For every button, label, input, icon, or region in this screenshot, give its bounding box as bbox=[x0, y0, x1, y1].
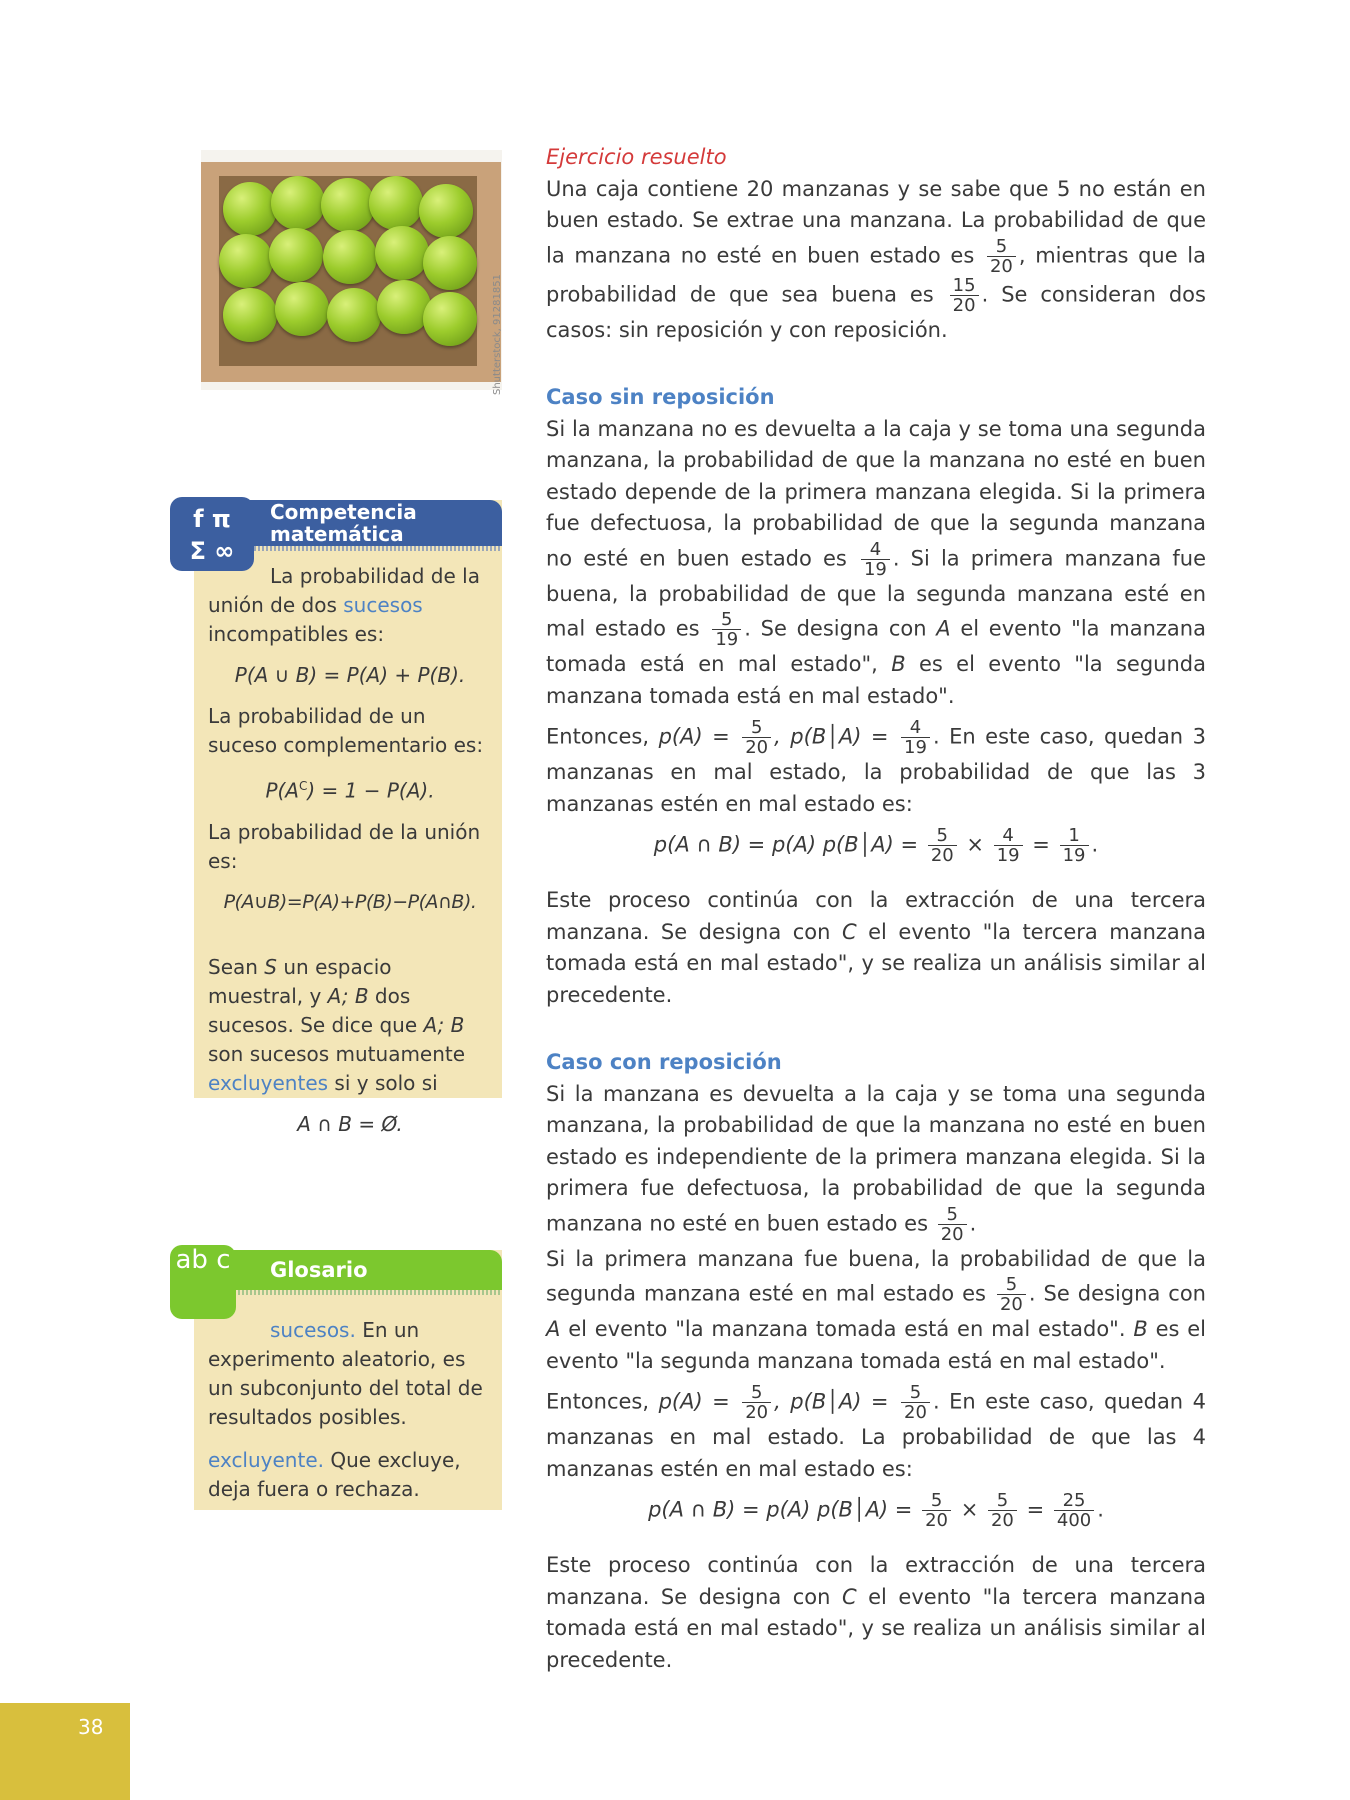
glossary-entry-sucesos: sucesos. En un experimento aleatorio, es un subconjunto del total de resultados posibles. bbox=[208, 1318, 483, 1429]
photo-credit: Shutterstock, 91281851 bbox=[492, 274, 503, 395]
competencia-box bbox=[194, 500, 502, 1136]
case2-paragraph: Si la manzana es devuelta a la caja y se toma una segunda manzana, la probabilidad de que la manzana no esté en buen estado es independiente de la primera manzana elegida. Si la primera fue defectuosa, la probabilidad de que la segunda manzana no esté en buen estado es $\frac{5}{20}$ . bbox=[546, 1081, 1206, 1245]
excluyentes-term: excluyentes bbox=[208, 1070, 329, 1095]
main-column bbox=[546, 142, 1206, 1676]
fraction: $\frac{5}{20}$ bbox=[938, 1205, 967, 1244]
fraction: $\frac{5}{20}$ bbox=[988, 1491, 1017, 1530]
glosario-box bbox=[194, 1250, 502, 1510]
union-general-text: La probabilidad de la unión es: bbox=[208, 819, 481, 873]
fraction: $\frac{5}{20}$ bbox=[922, 1491, 951, 1530]
case1-closing: Este proceso continúa con la extracción de una tercera manzana. Se designa con C el evento "la tercera manzana tomada está en mal estado", y se realiza un análisis similar al precedente. bbox=[546, 888, 1206, 1007]
fraction: $\frac{5}{20}$ bbox=[987, 237, 1016, 276]
case2-closing: Este proceso continúa con la extracción de una tercera manzana. Se designa con C el evento "la tercera manzana tomada está en mal estado", y se realiza un análisis similar al precedente. bbox=[546, 1553, 1206, 1672]
formula-union-general: P(A∪B)=P(A)+P(B)−P(A∩B). bbox=[223, 890, 477, 913]
fraction: $\frac{5}{20}$ bbox=[997, 1275, 1026, 1314]
case-with-replacement-heading: Caso con reposición bbox=[546, 1050, 782, 1074]
fraction: $\frac{15}{20}$ bbox=[950, 276, 979, 315]
case2-equation: p(A ∩ B) = p(A) p(B│A) = $\frac{5}{20}$ × $\frac{5}{20}$ = $\frac{25}{400}$ . bbox=[648, 1490, 1104, 1531]
case-without-replacement-heading: Caso sin reposición bbox=[546, 385, 775, 409]
apple bbox=[419, 184, 473, 238]
fraction: $\frac{5}{20}$ bbox=[742, 718, 771, 757]
page-number: 38 bbox=[78, 1715, 104, 1739]
fraction: $\frac{5}{20}$ bbox=[928, 826, 957, 865]
apple bbox=[375, 226, 429, 280]
fraction: $\frac{1}{19}$ bbox=[1060, 826, 1089, 865]
exercise-heading: Ejercicio resuelto bbox=[546, 145, 727, 169]
page-number-tab bbox=[0, 1703, 130, 1800]
fraction: $\frac{4}{19}$ bbox=[901, 718, 930, 757]
glosario-title: Glosario bbox=[270, 1258, 368, 1282]
glossary-icon: ab c bbox=[170, 1245, 236, 1319]
case2-then: Entonces, p(A) = $\frac{5}{20}$ , p(B│A) = $\frac{5}{20}$ . En este caso, quedan 4 manzanas en mal estado. La probabilidad de que las 4 manzanas estén en mal estado es: bbox=[546, 1382, 1206, 1481]
formula-complement: $P(A^C) = 1 - P(A)$. bbox=[265, 778, 435, 803]
apple bbox=[423, 292, 477, 346]
formula-exclusive: A ∩ B = Ø. bbox=[297, 1111, 403, 1136]
apple bbox=[323, 230, 377, 284]
apple bbox=[423, 236, 477, 290]
fraction: $\frac{4}{19}$ bbox=[994, 826, 1023, 865]
fraction: $\frac{4}{19}$ bbox=[861, 540, 890, 579]
apple bbox=[377, 280, 431, 334]
apple bbox=[271, 176, 325, 230]
exercise-intro: Una caja contiene 20 manzanas y se sabe que 5 no están en buen estado. Se extrae una manzana. La probabilidad de que la manzana no esté en buen estado es $\frac{5}{20}$ , mientras que la probabilidad de que sea buena es $\frac{15}{20}$ . Se consideran dos casos: sin reposición y con reposición. bbox=[546, 176, 1206, 342]
glosario-body bbox=[208, 1316, 492, 1518]
fraction: $\frac{5}{20}$ bbox=[901, 1383, 930, 1422]
exclusive-text: Sean S un espacio muestral, y A; B dos sucesos. Se dice que A; B son sucesos mutuamente excluyentes si y solo si bbox=[208, 954, 466, 1095]
case1-equation: p(A ∩ B) = p(A) p(B│A) = $\frac{5}{20}$ × $\frac{4}{19}$ = $\frac{1}{19}$ . bbox=[653, 825, 1099, 866]
glossary-entry-excluyente: excluyente. Que excluye, deja fuera o rechaza. bbox=[208, 1448, 461, 1501]
apple bbox=[321, 178, 375, 232]
formula-union-incompatible: P(A ∪ B) = P(A) + P(B). bbox=[234, 663, 466, 687]
complement-text: La probabilidad de un suceso complementario es: bbox=[208, 704, 484, 757]
fraction: $\frac{5}{20}$ bbox=[742, 1383, 771, 1422]
apple bbox=[369, 176, 423, 230]
header-stripe bbox=[194, 1290, 502, 1295]
apples-photo bbox=[201, 150, 502, 390]
apple bbox=[219, 234, 273, 288]
competencia-body bbox=[208, 562, 492, 1151]
box-interior bbox=[219, 176, 477, 366]
case2-paragraph-2: Si la primera manzana fue buena, la probabilidad de que la segunda manzana esté en mal estado es $\frac{5}{20}$ . Se designa con A el evento "la manzana tomada está en mal estado". B es el evento "la segunda manzana tomada está en mal estado". bbox=[546, 1246, 1206, 1373]
union-text: La probabilidad de la unión de dos sucesos incompatibles es: bbox=[208, 564, 480, 646]
case1-then: Entonces, p(A) = $\frac{5}{20}$ , p(B│A) = $\frac{4}{19}$ . En este caso, quedan 3 manzanas en mal estado, la probabilidad de que las 3 manzanas estén en mal estado es: bbox=[546, 717, 1206, 816]
apple bbox=[223, 288, 277, 342]
apple bbox=[269, 228, 323, 282]
math-competency-icon: f π Σ ∞ bbox=[170, 497, 254, 571]
sucesos-term: sucesos bbox=[343, 593, 423, 617]
apple bbox=[275, 282, 329, 336]
competencia-title: Competencia matemática bbox=[270, 500, 417, 546]
case1-paragraph: Si la manzana no es devuelta a la caja y se toma una segunda manzana, la probabilidad de que la manzana no esté en buen estado depende de la primera manzana elegida. Si la primera fue defectuosa, la probabilidad de que la segunda manzana no esté en buen estado es $\frac{4}{19}$ . Si la primera manzana fue buena, la probabilidad de que la segunda manzana esté en mal estado es $\frac{5}{19}$ . Se designa con A el evento "la manzana tomada está en mal estado", B es el evento "la segunda manzana tomada está en mal estado". bbox=[546, 416, 1206, 708]
fraction: $\frac{25}{400}$ bbox=[1054, 1491, 1094, 1530]
fraction: $\frac{5}{19}$ bbox=[712, 610, 741, 649]
cardboard-box bbox=[201, 162, 501, 382]
apple bbox=[223, 182, 277, 236]
apple bbox=[327, 288, 381, 342]
glosario-header bbox=[194, 1250, 502, 1290]
